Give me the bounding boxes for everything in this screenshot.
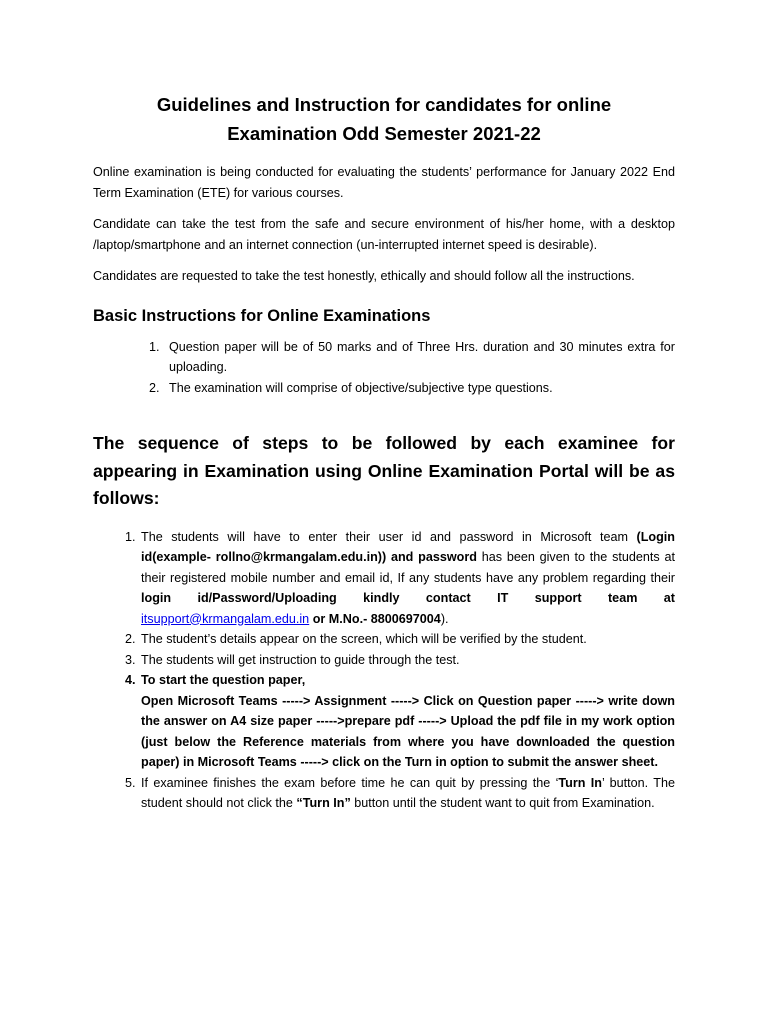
title-line-1: Guidelines and Instruction for candidates for online [156,94,612,115]
list-item: 2. The examination will comprise of objective/subjective type questions. [163,378,675,399]
steps-list [93,527,675,814]
step-4-heading: To start the question paper, [141,673,306,687]
title-line-2: Examination Odd Semester 2021-22 [227,123,541,144]
step-1: 1. The students will have to enter their user id and password in Microsoft team (Login id(example- rollno@krmangalam.edu.in)) and password has been given to the students at their registered mobile number and email id, If any students have any problem regarding their login id/Password/Uploading kindly contact IT support team at itsupport@krmangalam.edu.in or M.No.- 8800697004). [139,527,675,630]
intro-paragraph-2: Candidate can take the test from the safe and secure environment of his/her home, with a desktop /laptop/smartphone and an internet connection (un-interrupted internet speed is desirable). [93,217,675,252]
intro-paragraph-3: Candidates are requested to take the test honestly, ethically and should follow all the instructions. [93,269,635,283]
basic-instructions-list [93,337,675,399]
sequence-heading: The sequence of steps to be followed by each examinee for appearing in Examination using Online Examination Portal will be as follows: [93,433,675,508]
step-4-body: Open Microsoft Teams -----> Assignment -----> Click on Question paper -----> write down the answer on A4 size paper ----->prepare pdf -----> Upload the pdf file in my work option (just below the Reference materials from where you have downloaded the question paper) in Microsoft Teams -----> click on the Turn in option to submit the answer sheet. [141,693,675,769]
step-2: 2. The student’s details appear on the screen, which will be verified by the student. [139,629,675,650]
intro-paragraph-1: Online examination is being conducted for evaluating the students’ performance for January 2022 End Term Examination (ETE) for various courses. [93,165,675,200]
step-5: 5. If examinee finishes the exam before time he can quit by pressing the ‘Turn In’ button. The student should not click the “Turn In” button until the student want to quit from Examination. [139,773,675,814]
step-3: 3. The students will get instruction to guide through the test. [139,650,675,671]
list-item: 1. Question paper will be of 50 marks and of Three Hrs. duration and 30 minutes extra for uploading. [163,337,675,378]
it-support-email-link[interactable]: itsupport@krmangalam.edu.in [141,611,310,626]
document-title [93,90,675,148]
basic-instructions-heading: Basic Instructions for Online Examinations [93,306,431,325]
step-4 [139,670,675,773]
